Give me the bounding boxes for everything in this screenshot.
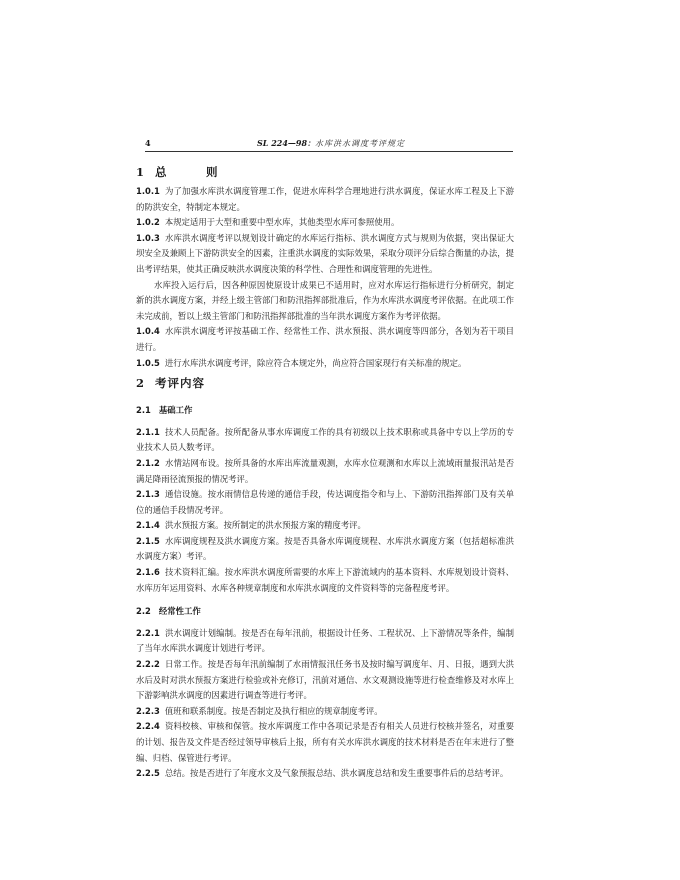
clause-text: 总结。按是否进行了年度水文及气象预报总结、洪水调度总结和发生重要事件后的总结考评。 [164,768,509,779]
clause-number: 1.0.4 [136,326,160,337]
clause-text: 洪水调度计划编制。按是否在每年汛前，根据设计任务、工程状况、上下游情况等条件，编制了当年水库洪水调度计划进行考评。 [136,627,514,654]
clause-number: 2.1.4 [136,520,160,531]
chapter-title: 总 则 [155,165,232,179]
clause-1-0-1 [136,184,514,215]
clause-text: 日常工作。按是否每年汛前编制了水雨情报汛任务书及按时编写调度年、月、日报，遇到大洪水后及时对洪水预报方案进行检验或补充修订，汛前对通信、水文观测设施等进行检查维修及对水库上下游影响洪水调度的因素进行调查等进行考评。 [136,659,514,701]
clause-2-1-2 [136,456,514,487]
clause-number: 2.1.3 [136,489,160,500]
clause-2-2-5 [136,766,514,782]
standard-code: SL 224—98 [257,138,308,148]
clause-text: 水库洪水调度考评以规划设计确定的水库运行指标、洪水调度方式与规则为依据，突出保证大坝安全及兼顾上下游防洪安全的因素，注重洪水调度的实际效果，采取分项评分后综合衡量的办法，提出考评结果，使其正确反映洪水调度决策的科学性、合理性和调度管理的先进性。 [136,232,514,274]
clause-number: 2.2.3 [136,705,160,716]
clause-text: 水库调度规程及洪水调度方案。按是否具备水库调度规程、水库洪水调度方案（包括超标准洪水调度方案）考评。 [136,535,514,562]
clause-text: 洪水预报方案。按所制定的洪水预报方案的精度考评。 [164,520,366,531]
clause-text: 值班和联系制度。按是否制定及执行相应的规章制度考评。 [164,705,383,716]
clause-number: 1.0.5 [136,357,160,368]
clause-text: 进行水库洪水调度考评，除应符合本规定外，尚应符合国家现行有关标准的规定。 [164,357,467,368]
clause-text: 技术资料汇编。按水库洪水调度所需要的水库上下游流域内的基本资料、水库规划设计资料、水库历年运用资料、水库各种规章制度和水库洪水调度的文件资料等的完备程度考评。 [136,567,514,593]
clause-number: 2.1.5 [136,535,160,546]
clause-number: 2.2.5 [136,768,160,779]
clause-2-1-1 [136,425,514,456]
clause-number: 2.1.6 [136,567,160,578]
clause-text: 通信设施。按水雨情信息传递的通信手段，传达调度指令和与上、下游防汛指挥部门及有关单位的通信手段情况考评。 [136,489,514,515]
clause-number: 1.0.3 [136,232,160,243]
clause-2-2-4 [136,719,514,766]
chapter-number: 1 [136,165,146,179]
section-number: 2.1 [136,405,151,416]
clause-number: 2.1.1 [136,426,160,437]
clause-number: 1.0.1 [136,186,160,196]
section-title: 经常性工作 [158,606,201,617]
clause-1-0-4 [136,324,514,355]
clause-text: 为了加强水库洪水调度管理工作，促进水库科学合理地进行洪水调度，保证水库工程及上下游的防洪安全，特制定本规定。 [136,186,514,212]
chapter-1-heading [136,160,514,184]
section-number: 2.2 [136,606,151,617]
clause-text: 本规定适用于大型和重要中型水库，其他类型水库可参照使用。 [164,217,400,228]
clause-text: 水情站网布设。按所具备的水库出库流量观测，水库水位观测和水库以上流域雨量报汛站是否满足降雨径流预报的情况考评。 [136,457,514,484]
clause-2-2-1 [136,626,514,657]
clause-2-2-3 [136,704,514,720]
clause-2-2-2 [136,657,514,704]
clause-1-0-5 [136,356,514,372]
section-2-2-heading [136,604,514,620]
body-text [136,160,514,782]
clause-2-1-5 [136,534,514,565]
clause-number: 2.1.2 [136,457,160,468]
clause-text: 水库洪水调度考评按基础工作、经常性工作、洪水预报、洪水调度等四部分，各划为若干项目进行。 [136,326,514,352]
clause-1-0-3-continued [136,278,514,325]
standard-title: 水库洪水调度考评规定 [315,139,406,148]
clause-text: 水库投入运行后，因各种原因使原设计成果已不适用时，应对水库运行指标进行分析研究，制定新的洪水调度方案，并经上级主管部门和防汛指挥部批准后，作为水库洪水调度考评依据。在此项工作未完成前，暂以上级主管部门和防汛指挥部批准的当年洪水调度方案作为考评依据。 [136,279,514,321]
clause-number: 2.2.4 [136,721,160,732]
chapter-2-heading [136,371,514,395]
running-header [145,137,513,152]
clause-1-0-2 [136,215,514,231]
standard-reference: SL 224—98：水库洪水调度考评规定 [257,138,406,148]
section-2-1-heading [136,403,514,419]
clause-number: 2.2.2 [136,659,160,670]
chapter-title: 考评内容 [155,376,206,391]
section-title: 基础工作 [158,405,193,416]
clause-2-1-6 [136,565,514,596]
page-number: 4 [145,138,151,148]
clause-2-1-4 [136,518,514,534]
clause-text: 技术人员配备。按所配备从事水库调度工作的具有初级以上技术职称或具备中专以上学历的专业技术人员人数考评。 [136,426,514,453]
clause-1-0-3 [136,231,514,278]
clause-2-1-3 [136,487,514,518]
clause-text: 资料校核、审核和保管。按水库调度工作中各项记录是否有相关人员进行校核并签名，对重要的计划、报告及文件是否经过领导审核后上报，所有有关水库洪水调度的技术材料是否在年末进行了整编、归档、保管进行考评。 [136,721,514,763]
clause-number: 2.2.1 [136,627,160,638]
clause-number: 1.0.2 [136,217,160,228]
chapter-number: 2 [136,376,146,391]
